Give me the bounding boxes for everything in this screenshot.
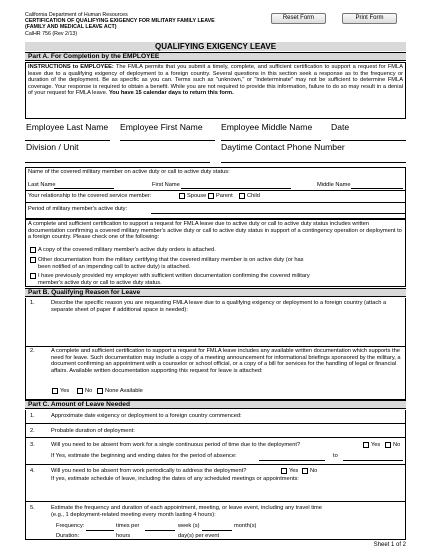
documentation-box: [25, 219, 406, 287]
military-member-box: [25, 167, 406, 219]
divider: [25, 437, 406, 438]
question-number: 3.: [30, 442, 35, 448]
continuous-yes-checkbox[interactable]: [363, 442, 369, 448]
department-name: California Department of Human Resources: [25, 12, 128, 18]
begin-date-field[interactable]: [259, 460, 325, 461]
page-title: QUALIFYING EXIGENCY LEAVE: [25, 42, 406, 51]
date-field[interactable]: [331, 140, 406, 141]
instructions-text: [28, 64, 403, 97]
form-title-line2: (FAMILY AND MEDICAL LEAVE ACT): [25, 24, 117, 31]
months-label: month(s): [234, 523, 257, 529]
days-label: day(s) per event: [178, 533, 220, 539]
docs-none-checkbox[interactable]: [97, 388, 103, 394]
duration-days-field[interactable]: [145, 539, 175, 540]
reason-question: Describe the specific reason you are requesting FMLA leave due to a qualifying exigency or deployment to a foreign country (attach a separate sheet of paper if additional space is needed):: [51, 300, 387, 313]
weeks-label: week (s): [178, 523, 200, 529]
instructions-label: INSTRUCTIONS to EMPLOYEE:: [28, 64, 114, 70]
relationship-question: Your relationship to the covered service member:: [28, 193, 152, 199]
continuous-question: Will you need to be absent from work for a single continuous period of time due to the deployment?: [51, 442, 301, 448]
divider: [25, 464, 406, 465]
member-middle-name-field[interactable]: [351, 188, 403, 189]
part-c-heading: Part C. Amount of Leave Needed: [25, 400, 406, 409]
reason-textarea[interactable]: [46, 314, 403, 344]
docs-none-label: None Available: [105, 388, 143, 394]
phone-label: Daytime Contact Phone Number: [221, 142, 345, 152]
docs-yes-label: Yes: [60, 388, 70, 394]
last-name-field[interactable]: [25, 140, 110, 141]
reset-form-button[interactable]: Reset Form: [271, 13, 326, 24]
divider: [25, 501, 406, 502]
orders-attached-checkbox[interactable]: [30, 247, 36, 253]
date-label: Date: [331, 122, 350, 132]
child-label: Child: [247, 193, 260, 199]
employee-last-name-label: Employee Last Name: [26, 122, 109, 132]
middle-name-field[interactable]: [221, 140, 321, 141]
duration-label: Duration:: [56, 533, 80, 539]
employee-middle-name-label: Employee Middle Name: [221, 122, 313, 132]
division-label: Division / Unit: [26, 142, 79, 152]
part-a-heading: Part A. For Completion by the EMPLOYEE: [25, 52, 406, 61]
member-last-name-field[interactable]: [54, 188, 114, 189]
divider: [25, 346, 406, 347]
part-c-box: [25, 410, 406, 540]
phone-field[interactable]: [221, 162, 406, 163]
first-name-field[interactable]: [120, 140, 215, 141]
part-b-box: [25, 298, 406, 400]
instructions-deadline: You have 15 calendar days to return this form.: [108, 90, 234, 97]
form-title-line1: CERTIFICATION OF QUALIFYING EXIGENCY FOR MILITARY FAMILY LEAVE: [25, 18, 215, 25]
question-number: 2.: [30, 348, 35, 354]
periodic-yes-label: Yes: [289, 468, 299, 474]
parent-checkbox[interactable]: [208, 193, 214, 199]
duration-hours-field[interactable]: [86, 539, 114, 540]
periodic-no-checkbox[interactable]: [302, 468, 308, 474]
option3-label-line1: I have previously provided my employer with sufficient written documentation confirming the covered military: [38, 273, 310, 279]
commenced-question: Approximate date exigency or deployment to a foreign country commenced:: [51, 413, 242, 419]
member-middle-name-label: Middle Name: [317, 182, 351, 188]
spouse-label: Spouse: [187, 193, 207, 199]
question-number: 1.: [30, 300, 35, 306]
question-number: 2.: [30, 428, 35, 434]
frequency-question-line2: (e.g., 1 deployment-related meeting every month lasting 4 hours):: [51, 512, 216, 518]
member-name-question: Name of the covered military member on active duty or call to active duty status:: [28, 169, 230, 175]
question-number: 4.: [30, 468, 35, 474]
frequency-weeks-field[interactable]: [145, 530, 175, 531]
previously-provided-checkbox[interactable]: [30, 273, 36, 279]
periodic-yes-checkbox[interactable]: [281, 468, 287, 474]
continuous-no-checkbox[interactable]: [385, 442, 391, 448]
documentation-question: A complete and sufficient certification to support a request for FMLA leave includes any available written documentation which supports the need for leave. Such documentation may include a copy of a meeting announcement for informational briefings sponsored by the military, a document confirming an appointment with a counselor or school official, or a copy of a bill for services for the handling of legal or financial affairs. Available written documentation supporting this request for leave is attached:: [51, 348, 401, 374]
instructions-body: The FMLA permits that you submit a timely, complete, and sufficient certification to support a request for FMLA leave due to a qualifying exigency of deployment to a foreign country. Several questions in this section seek a response as to the frequency or duration of the deployment. Be as specific as you can. Terms such as "unknown," or "indeterminate" may not be sufficient to determine FMLA coverage. Your response is required to obtain a benefit. While you are not required to provide this information, failure to do so may result in a denial of your request for FMLA leave.: [28, 64, 403, 97]
times-per-label: times per: [116, 523, 140, 529]
certification-text: A complete and sufficient certification to support a request for FMLA leave due to active duty or call to active duty status includes written documentation confirming a covered military member's active duty or call to active duty status in support of a contingency operation or deployment to a foreign country. Please check one of the following:: [28, 221, 402, 241]
division-field[interactable]: [25, 162, 210, 163]
schedule-label: If yes, estimate schedule of leave, including the dates of any scheduled meetings or appointments:: [51, 476, 299, 482]
to-label: to: [333, 453, 338, 459]
spouse-checkbox[interactable]: [179, 193, 185, 199]
print-form-button[interactable]: Print Form: [342, 13, 397, 24]
divider: [25, 202, 406, 203]
member-first-name-field[interactable]: [181, 188, 291, 189]
question-number: 1.: [30, 413, 35, 419]
other-documentation-checkbox[interactable]: [30, 257, 36, 263]
question-number: 5.: [30, 505, 35, 511]
form-header: [25, 12, 275, 37]
sheet-number: Sheet 1 of 2: [373, 542, 406, 548]
member-last-name-label: Last Name: [28, 182, 56, 188]
hours-label: hours: [116, 533, 131, 539]
frequency-times-field[interactable]: [86, 530, 114, 531]
periodic-question: Will you need to be absent from work periodically to address the deployment?: [51, 468, 247, 474]
instructions-box: [25, 62, 406, 119]
option2-label-line2: been notified of an impending call to active duty) is attached.: [38, 264, 191, 270]
part-b-heading: Part B. Qualifying Reason for Leave: [25, 288, 406, 297]
continuous-dates-label: If Yes, estimate the beginning and ending dates for the period of absence:: [51, 453, 237, 459]
periodic-no-label: No: [310, 468, 318, 474]
period-field[interactable]: [151, 213, 405, 214]
duration-question: Probable duration of deployment:: [51, 428, 135, 434]
end-date-field[interactable]: [343, 460, 403, 461]
employee-first-name-label: Employee First Name: [120, 122, 203, 132]
form-page: [25, 12, 406, 550]
divider: [25, 190, 406, 191]
continuous-no-label: No: [393, 442, 401, 448]
docs-yes-checkbox[interactable]: [52, 388, 58, 394]
continuous-yes-label: Yes: [371, 442, 381, 448]
frequency-label: Frequency:: [56, 523, 85, 529]
period-question: Period of military member's active duty:: [28, 206, 128, 212]
frequency-question-line1: Estimate the frequency and duration of each appointment, meeting, or leave event, including any travel time: [51, 505, 322, 511]
member-first-name-label: First Name: [152, 182, 180, 188]
option1-label: A copy of the covered military member's active duty orders is attached.: [38, 247, 216, 253]
form-number: CalHR 756 (Rev 2/13): [25, 30, 78, 37]
divider: [25, 423, 406, 424]
option2-label-line1: Other documentation from the military certifying that the covered military member is on active duty (or has: [38, 257, 304, 263]
parent-label: Parent: [216, 193, 233, 199]
frequency-months-field[interactable]: [202, 530, 232, 531]
child-checkbox[interactable]: [239, 193, 245, 199]
docs-no-checkbox[interactable]: [77, 388, 83, 394]
option3-label-line2: member's active duty or call to active duty status.: [38, 280, 162, 286]
docs-no-label: No: [85, 388, 93, 394]
